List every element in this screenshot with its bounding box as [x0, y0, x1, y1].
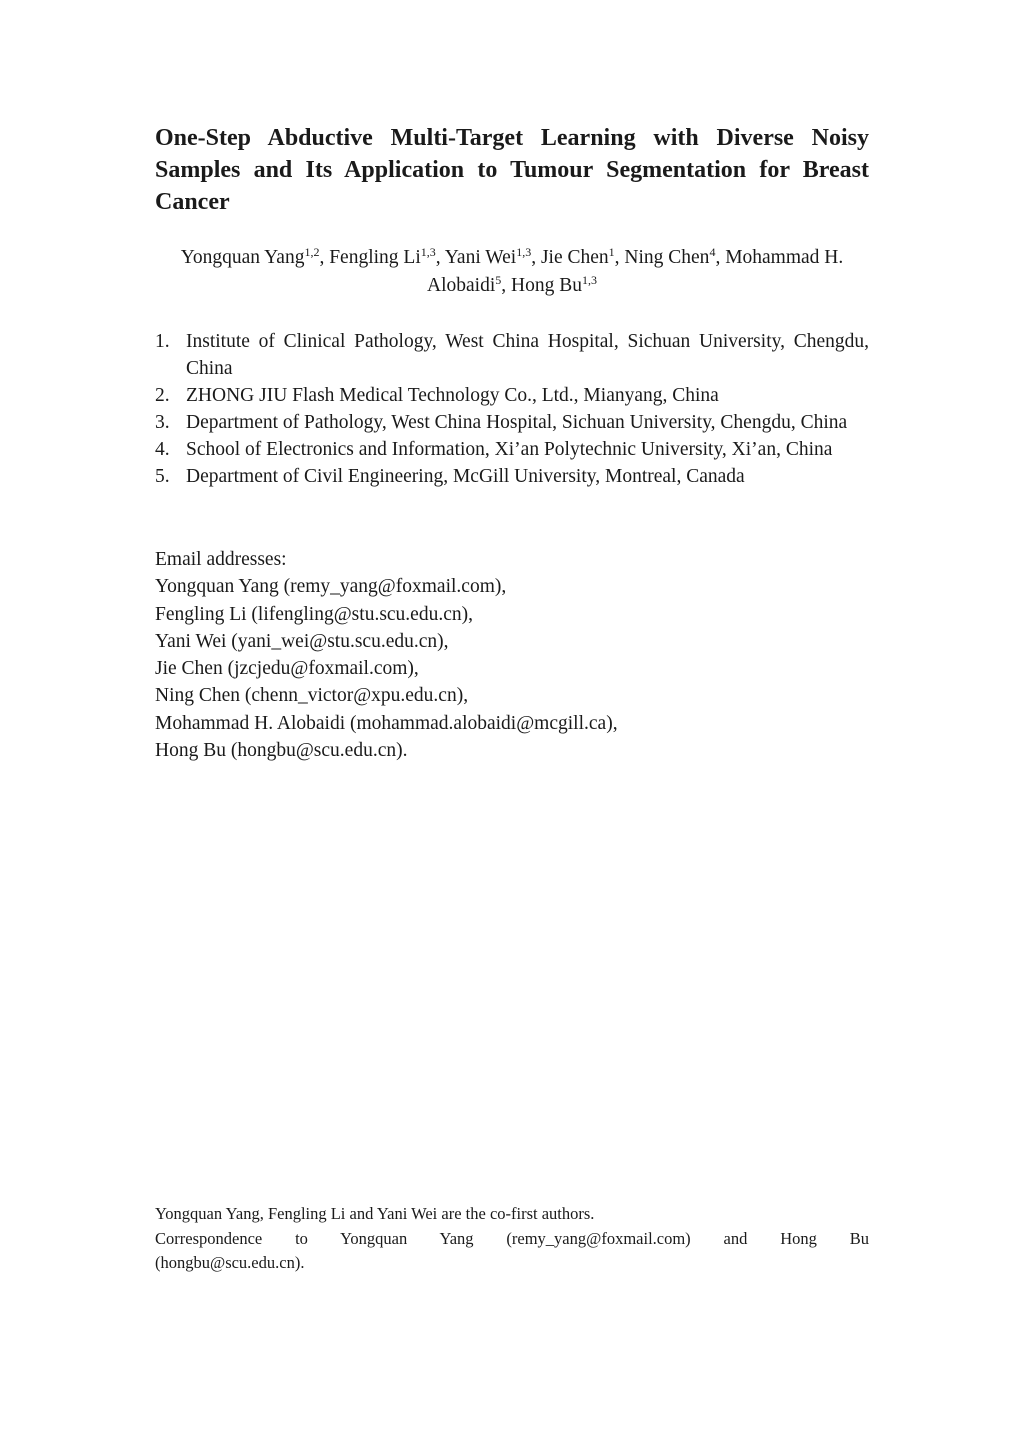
affiliation-item: [155, 463, 869, 490]
author-name: Yani Wei: [444, 247, 517, 268]
email-line: Yongquan Yang (remy_yang@foxmail.com),: [155, 576, 507, 598]
email-addresses: [155, 546, 869, 764]
affiliation-number: 3.: [155, 412, 170, 433]
author-name: Yongquan Yang: [180, 247, 305, 268]
author-affiliation-marker: 1,3: [516, 245, 532, 259]
affiliation-text: Institute of Clinical Pathology, West China Hospital, Sichuan University, Chengdu, China: [186, 331, 869, 379]
author-affiliation-marker: 1: [608, 245, 615, 259]
email-line: Jie Chen (jzcjedu@foxmail.com),: [155, 658, 419, 680]
affiliation-number: 1.: [155, 331, 170, 352]
footnote: [155, 1202, 869, 1276]
affiliation-number: 2.: [155, 385, 170, 406]
affiliation-item: [155, 409, 869, 436]
email-heading: Email addresses:: [155, 549, 287, 570]
affiliation-item: [155, 328, 869, 382]
author-affiliation-marker: 5: [495, 273, 502, 287]
email-line: Hong Bu (hongbu@scu.edu.cn).: [155, 740, 408, 762]
correspondence-note-continued: (hongbu@scu.edu.cn).: [155, 1253, 305, 1272]
affiliation-number: 5.: [155, 466, 170, 487]
email-line: Yani Wei (yani_wei@stu.scu.edu.cn),: [155, 630, 449, 652]
affiliation-text: School of Electronics and Information, Xi’an Polytechnic University, Xi’an, China: [186, 439, 833, 460]
author-name: Fengling Li: [329, 247, 421, 268]
affiliation-item: [155, 436, 869, 463]
email-line: Ning Chen (chenn_victor@xpu.edu.cn),: [155, 685, 469, 707]
correspondence-note: Correspondence to Yongquan Yang (remy_yang@foxmail.com) and Hong Bu: [155, 1228, 869, 1248]
author-list: Yongquan Yang$^{1,2}$, Fengling Li$^{1,3}$, Yani Wei$^{1,3}$, Jie Chen$^1$, Ning Chen$^4$, Mohammad H. Alobaidi$^5$, Hong Bu$^{1,3}$: [180, 245, 844, 296]
affiliation-list: [155, 328, 869, 490]
author-name: Jie Chen: [540, 247, 609, 268]
affiliation-text: Department of Civil Engineering, McGill University, Montreal, Canada: [186, 466, 745, 487]
author-affiliation-marker: 4: [709, 245, 716, 259]
co-first-authors-note: Yongquan Yang, Fengling Li and Yani Wei are the co-first authors.: [155, 1204, 595, 1223]
author-name: Hong Bu: [511, 275, 582, 296]
affiliation-number: 4.: [155, 439, 170, 460]
email-line: Mohammad H. Alobaidi (mohammad.alobaidi@mcgill.ca),: [155, 712, 618, 734]
paper-title: One-Step Abductive Multi-Target Learning with Diverse Noisy Samples and Its Application to Tumour Segmentation for Breast Cancer: [155, 125, 869, 215]
author-affiliation-marker: 1,2: [304, 245, 320, 259]
affiliation-text: Department of Pathology, West China Hospital, Sichuan University, Chengdu, China: [186, 412, 848, 433]
affiliation-text: ZHONG JIU Flash Medical Technology Co., Ltd., Mianyang, China: [186, 385, 719, 406]
author-affiliation-marker: 1,3: [420, 245, 436, 259]
email-line: Fengling Li (lifengling@stu.scu.edu.cn),: [155, 603, 473, 625]
author-name: Mohammad H. Alobaidi: [427, 247, 844, 296]
affiliation-item: [155, 382, 869, 409]
author-name: Ning Chen: [624, 247, 710, 268]
author-affiliation-marker: 1,3: [581, 273, 597, 287]
